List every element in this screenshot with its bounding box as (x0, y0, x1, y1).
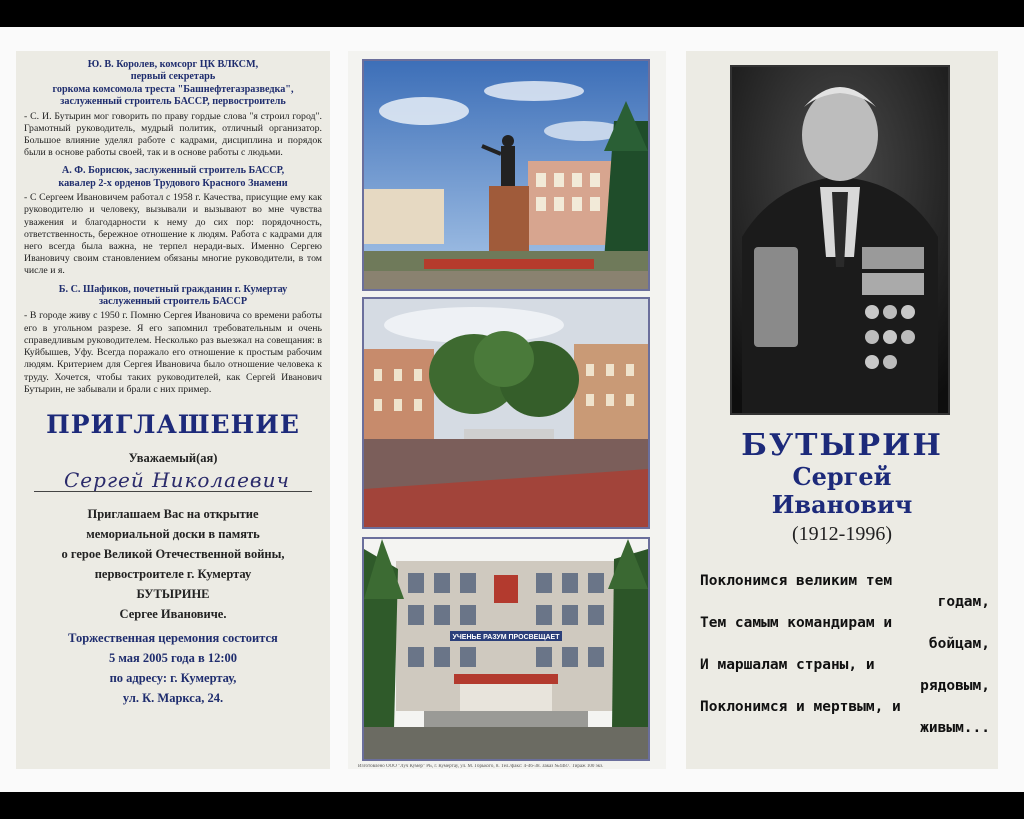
invitation-text (16, 504, 330, 624)
invitation-line: Сергее Ивановиче. (119, 606, 227, 621)
photo-school-building (362, 537, 650, 761)
ceremony-line: ул. К. Маркса, 24. (122, 690, 224, 705)
quote-text: - С Сергеем Ивановичем работал с 1958 г. Качества, присущие ему как руководителю и человеку, вызывали и вызывают во мне чувства уважения и благодарности к нему до сих пор: порядочность, ответственность, бережное отношение к людям. Работа с кадрами для него всегда была важна, не терпел неради-вых. Именно Сергею Ивановичу своим становлением обязаны многие руководители, в том числе и я. (24, 192, 322, 277)
poem (700, 571, 990, 739)
left-panel (16, 51, 330, 769)
surname: БУТЫРИН (741, 428, 943, 463)
quote-author (22, 59, 324, 109)
invitation-line: Приглашаем Вас на открытие (87, 506, 259, 521)
invitation-line: БУТЫРИНЕ (136, 586, 210, 601)
photo-city-square (362, 297, 650, 529)
banner-text: УЧЕНЬЕ РАЗУМ ПРОСВЕЩАЕТ (452, 634, 560, 641)
life-years: (1912-1996) (792, 523, 892, 545)
poem-line: бойцам, (928, 636, 990, 652)
ceremony-line: по адресу: г. Кумертау, (109, 670, 237, 685)
invitation-line: первостроителе г. Кумертау (94, 566, 252, 581)
author-line: заслуженный строитель БАССР, первостроитель (60, 96, 286, 108)
portrait-photo (730, 65, 950, 415)
quote-author (22, 284, 324, 309)
name-block (686, 429, 998, 549)
middle-panel (348, 51, 666, 769)
author-line: Б. С. Шафиков, почетный гражданин г. Кумертау (58, 283, 288, 295)
ceremony-line: 5 мая 2005 года в 12:00 (108, 650, 238, 665)
right-panel (686, 51, 998, 769)
quote-author (22, 165, 324, 190)
ceremony-text (16, 628, 330, 708)
patronymic: Иванович (771, 490, 913, 519)
author-line: Ю. В. Королев, комсорг ЦК ВЛКСМ, (87, 59, 259, 70)
greeting: Уважаемый(ая) (128, 450, 218, 465)
author-line: горкома комсомола треста "Башнефтегазразведка", (52, 83, 294, 95)
brochure-sheet (0, 27, 1024, 792)
print-info: Изготовлено ООО "Луч Кумер" РБ, г. Кумертау, ул. М. Горького, 8. Тел./факс: 4-46-38. Заказ №4487. Тираж 100 экз. (358, 764, 604, 769)
poem-line: рядовым, (920, 678, 990, 694)
poem-line: годам, (937, 594, 990, 610)
poem-line: Поклонимся и мертвым, и (700, 699, 901, 715)
ceremony-line: Торжественная церемония состоится (68, 630, 278, 645)
poem-line: Поклонимся великим тем (700, 573, 893, 589)
poem-line: Тем самым командирам и (700, 615, 893, 631)
handwritten-name: Сергей Николаевич (64, 467, 290, 492)
poem-line: живым... (920, 720, 990, 736)
handwritten-name-field (34, 468, 312, 496)
invitation-line: о герое Великой Отечественной войны, (61, 546, 285, 561)
quote-2 (16, 165, 330, 277)
author-line: А. Ф. Борисюк, заслуженный строитель БАССР, (61, 165, 285, 177)
photo-lenin-monument (362, 59, 650, 291)
invitation-line: мемориальной доски в память (86, 526, 260, 541)
quote-3 (16, 284, 330, 396)
author-line: кавалер 2-х орденов Трудового Красного Знамени (58, 177, 288, 189)
author-line: первый секретарь (130, 71, 216, 83)
invitation-title: ПРИГЛАШЕНИЕ (46, 409, 300, 439)
quote-1 (16, 59, 330, 159)
quote-text: - В городе живу с 1950 г. Помню Сергея Ивановича со времени работы его в угольном разрезе. Я его запомнил требовательным и очень справедливым руководителем. Несколько раз выезжал на совещания: в Куйбышев, Уфу. Всегда поражало его отношение к простым рабочим людям. Критерием для Сергея Ивановича было отношение человека к труду. Хочется, чтобы таких руководителей, как Сергей Иванович Бутырин, не забывали и брали с них пример. (24, 310, 322, 395)
first-name: Сергей (792, 462, 892, 491)
poem-line: И маршалам страны, и (700, 657, 875, 673)
author-line: заслуженный строитель БАССР (98, 296, 248, 308)
quote-text: - С. И. Бутырин мог говорить по праву гордые слова "я строил город". Грамотный руководитель, мудрый политик, отличный организатор. Большое влияние уделял работе с кадрами, дисциплина и порядок были в основе работы своей, так и в основе работы с людьми. (24, 110, 322, 159)
